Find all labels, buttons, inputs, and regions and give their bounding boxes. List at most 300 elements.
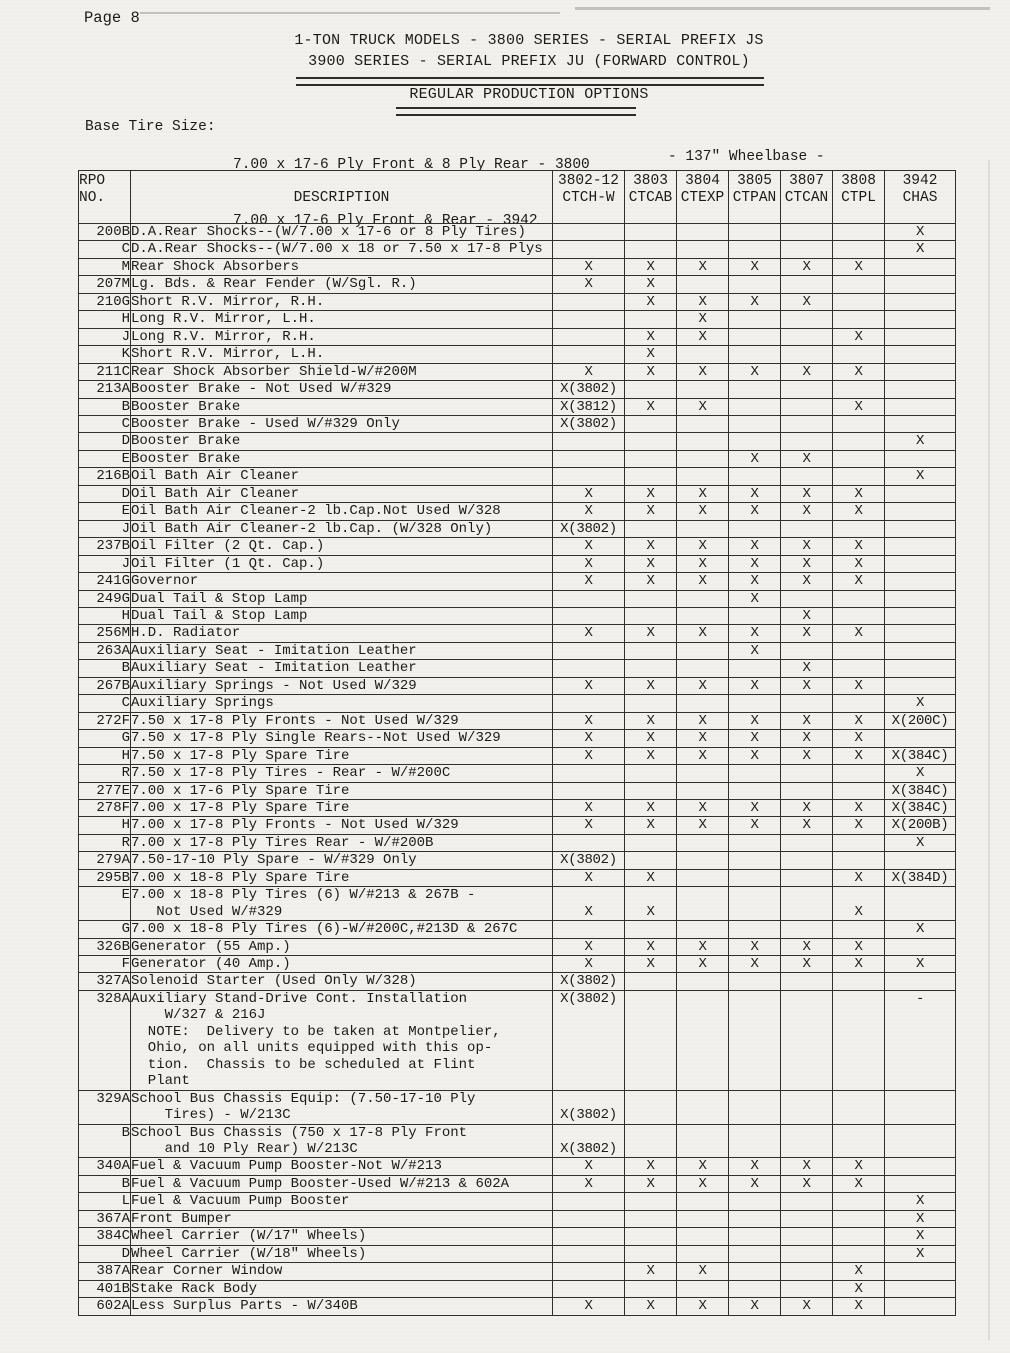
- availability-mark: [781, 1245, 833, 1262]
- availability-mark: [553, 1263, 625, 1280]
- rpo-code: 267B: [79, 677, 131, 694]
- table-row: [79, 921, 956, 938]
- rpo-code: C: [79, 241, 131, 258]
- availability-mark: [781, 433, 833, 450]
- availability-mark: X: [553, 677, 625, 694]
- availability-mark: [553, 311, 625, 328]
- availability-mark: [885, 642, 956, 659]
- availability-mark: [729, 433, 781, 450]
- availability-mark: X: [885, 1193, 956, 1210]
- table-row: [79, 538, 956, 555]
- rpo-code: E: [79, 503, 131, 520]
- option-description: 7.00 x 17-8 Ply Fronts - Not Used W/329: [131, 817, 553, 834]
- availability-mark: X: [553, 817, 625, 834]
- availability-mark: X: [885, 224, 956, 241]
- availability-mark: X: [833, 817, 885, 834]
- option-description: 7.50 x 17-8 Ply Single Rears--Not Used W/329: [131, 730, 553, 747]
- availability-mark: [677, 1245, 729, 1262]
- rpo-code: 200B: [79, 224, 131, 241]
- availability-mark: X: [729, 938, 781, 955]
- rpo-code: C: [79, 695, 131, 712]
- availability-mark: [885, 503, 956, 520]
- table-row: [79, 1158, 956, 1175]
- availability-mark: [781, 1124, 833, 1158]
- availability-mark: [885, 1175, 956, 1192]
- option-description: Fuel & Vacuum Pump Booster-Not W/#213: [131, 1158, 553, 1175]
- rpo-code: K: [79, 346, 131, 363]
- availability-mark: X: [625, 1158, 677, 1175]
- rpo-code: B: [79, 660, 131, 677]
- rpo-code: J: [79, 328, 131, 345]
- availability-mark: [885, 660, 956, 677]
- availability-mark: [781, 887, 833, 921]
- availability-mark: [781, 973, 833, 990]
- availability-mark: [625, 695, 677, 712]
- scan-artifact-line: [988, 160, 990, 1340]
- availability-mark: [677, 1228, 729, 1245]
- availability-mark: X: [625, 1175, 677, 1192]
- document-title-line2: 3900 SERIES - SERIAL PREFIX JU (FORWARD CONTROL): [308, 53, 750, 70]
- rpo-code: D: [79, 1245, 131, 1262]
- availability-mark: X: [553, 712, 625, 729]
- availability-mark: X: [833, 573, 885, 590]
- availability-mark: [729, 973, 781, 990]
- availability-mark: [677, 590, 729, 607]
- availability-mark: X: [625, 503, 677, 520]
- availability-mark: [625, 241, 677, 258]
- table-row: [79, 607, 956, 624]
- availability-mark: X: [625, 328, 677, 345]
- availability-mark: [677, 415, 729, 432]
- availability-mark: X: [781, 677, 833, 694]
- availability-mark: X: [625, 625, 677, 642]
- rpo-code: 211C: [79, 363, 131, 380]
- availability-mark: [885, 887, 956, 921]
- availability-mark: X: [833, 869, 885, 886]
- availability-mark: [677, 1280, 729, 1297]
- availability-mark: X: [833, 363, 885, 380]
- availability-mark: [553, 1245, 625, 1262]
- availability-mark: [553, 782, 625, 799]
- availability-mark: [729, 1228, 781, 1245]
- availability-mark: X: [553, 258, 625, 275]
- availability-mark: X: [677, 555, 729, 572]
- availability-mark: X: [677, 712, 729, 729]
- option-description: Dual Tail & Stop Lamp: [131, 607, 553, 624]
- availability-mark: X: [677, 363, 729, 380]
- table-row: [79, 625, 956, 642]
- availability-mark: [625, 642, 677, 659]
- option-description: Generator (55 Amp.): [131, 938, 553, 955]
- availability-mark: [781, 346, 833, 363]
- availability-mark: X: [833, 1158, 885, 1175]
- option-description: Long R.V. Mirror, R.H.: [131, 328, 553, 345]
- option-description: Fuel & Vacuum Pump Booster: [131, 1193, 553, 1210]
- option-description: Booster Brake: [131, 433, 553, 450]
- availability-mark: X: [553, 730, 625, 747]
- availability-mark: [885, 973, 956, 990]
- table-row: [79, 660, 956, 677]
- availability-mark: X: [781, 485, 833, 502]
- availability-mark: X: [781, 503, 833, 520]
- availability-mark: [885, 1298, 956, 1315]
- availability-mark: [625, 520, 677, 537]
- availability-mark: [677, 1193, 729, 1210]
- availability-mark: [781, 642, 833, 659]
- availability-mark: [729, 468, 781, 485]
- availability-mark: X: [781, 747, 833, 764]
- availability-mark: [781, 1280, 833, 1297]
- availability-mark: [677, 276, 729, 293]
- availability-mark: [885, 520, 956, 537]
- availability-mark: X: [833, 1175, 885, 1192]
- table-row: [79, 956, 956, 973]
- option-description: Booster Brake: [131, 398, 553, 415]
- availability-mark: [677, 224, 729, 241]
- table-row: [79, 834, 956, 851]
- availability-mark: X: [833, 747, 885, 764]
- availability-mark: [625, 433, 677, 450]
- model-column-header-3805: 3805 CTPAN: [729, 171, 781, 224]
- rpo-code: 401B: [79, 1280, 131, 1297]
- availability-mark: [833, 381, 885, 398]
- section-title: REGULAR PRODUCTION OPTIONS: [409, 86, 649, 103]
- availability-mark: [729, 695, 781, 712]
- option-description: Long R.V. Mirror, L.H.: [131, 311, 553, 328]
- table-row: [79, 1090, 956, 1124]
- availability-mark: [781, 921, 833, 938]
- availability-mark: [625, 782, 677, 799]
- description-header-label: DESCRIPTION: [293, 190, 390, 206]
- availability-mark: [833, 1090, 885, 1124]
- availability-mark: X: [677, 625, 729, 642]
- availability-mark: X: [885, 1245, 956, 1262]
- availability-mark: X: [625, 258, 677, 275]
- availability-mark: [553, 224, 625, 241]
- availability-mark: [625, 834, 677, 851]
- availability-mark: X: [781, 956, 833, 973]
- availability-mark: X: [553, 485, 625, 502]
- availability-mark: [677, 1090, 729, 1124]
- option-description: D.A.Rear Shocks--(W/7.00 x 17-6 or 8 Ply Tires): [131, 224, 553, 241]
- availability-mark: [833, 276, 885, 293]
- availability-mark: X: [833, 1298, 885, 1315]
- availability-mark: [677, 381, 729, 398]
- option-description: Rear Shock Absorbers: [131, 258, 553, 275]
- availability-mark: [625, 224, 677, 241]
- availability-mark: [885, 1124, 956, 1158]
- availability-mark: [729, 607, 781, 624]
- availability-mark: [833, 468, 885, 485]
- availability-mark: [625, 990, 677, 1090]
- option-description: Auxiliary Springs: [131, 695, 553, 712]
- availability-mark: X: [553, 956, 625, 973]
- scan-artifact-line: [575, 7, 990, 10]
- availability-mark: [885, 573, 956, 590]
- availability-mark: [729, 887, 781, 921]
- availability-mark: X: [781, 607, 833, 624]
- rpo-code: 249G: [79, 590, 131, 607]
- availability-mark: [885, 730, 956, 747]
- availability-mark: X: [885, 956, 956, 973]
- table-row: [79, 869, 956, 886]
- table-row: [79, 468, 956, 485]
- availability-mark: [885, 311, 956, 328]
- availability-mark: [885, 938, 956, 955]
- availability-mark: X: [677, 799, 729, 816]
- availability-mark: [885, 485, 956, 502]
- availability-mark: [781, 1193, 833, 1210]
- availability-mark: [781, 415, 833, 432]
- availability-mark: X: [729, 363, 781, 380]
- table-row: [79, 381, 956, 398]
- availability-mark: X: [625, 293, 677, 310]
- rpo-code: 256M: [79, 625, 131, 642]
- availability-mark: X: [553, 799, 625, 816]
- availability-mark: X: [781, 1298, 833, 1315]
- availability-mark: X: [833, 938, 885, 955]
- availability-mark: X(384C): [885, 747, 956, 764]
- availability-mark: [781, 695, 833, 712]
- rpo-code: 327A: [79, 973, 131, 990]
- availability-mark: [729, 1193, 781, 1210]
- table-row: [79, 258, 956, 275]
- availability-mark: [781, 869, 833, 886]
- availability-mark: X: [553, 363, 625, 380]
- availability-mark: [729, 276, 781, 293]
- availability-mark: [781, 1228, 833, 1245]
- availability-mark: [781, 1090, 833, 1124]
- availability-mark: X: [625, 730, 677, 747]
- availability-mark: X: [625, 712, 677, 729]
- availability-mark: X: [781, 660, 833, 677]
- option-description: Auxiliary Seat - Imitation Leather: [131, 642, 553, 659]
- availability-mark: X: [677, 1263, 729, 1280]
- table-row: [79, 485, 956, 502]
- rpo-code: 278F: [79, 799, 131, 816]
- availability-mark: [781, 224, 833, 241]
- availability-mark: X: [729, 677, 781, 694]
- availability-mark: [553, 450, 625, 467]
- availability-mark: X: [833, 538, 885, 555]
- table-row: [79, 1175, 956, 1192]
- availability-mark: [729, 660, 781, 677]
- availability-mark: X: [625, 799, 677, 816]
- rpo-code: M: [79, 258, 131, 275]
- availability-mark: X: [781, 938, 833, 955]
- table-row: [79, 938, 956, 955]
- table-row: [79, 415, 956, 432]
- section-title-double-underline: [396, 107, 636, 116]
- availability-mark: X: [729, 555, 781, 572]
- availability-mark: [781, 852, 833, 869]
- option-description: 7.00 x 18-8 Ply Spare Tire: [131, 869, 553, 886]
- availability-mark: X: [729, 573, 781, 590]
- base-tire-size-label: Base Tire Size:: [85, 119, 216, 135]
- availability-mark: X: [625, 1263, 677, 1280]
- availability-mark: [677, 468, 729, 485]
- rpo-code: R: [79, 765, 131, 782]
- rpo-code: 326B: [79, 938, 131, 955]
- availability-mark: X: [885, 433, 956, 450]
- availability-mark: [625, 1228, 677, 1245]
- availability-mark: [885, 363, 956, 380]
- rpo-code: R: [79, 834, 131, 851]
- availability-mark: [781, 1263, 833, 1280]
- table-row: [79, 852, 956, 869]
- availability-mark: X: [729, 1298, 781, 1315]
- option-description: School Bus Chassis Equip: (7.50-17-10 Ply Tires) - W/213C: [131, 1090, 553, 1124]
- availability-mark: [729, 782, 781, 799]
- table-row: [79, 730, 956, 747]
- availability-mark: [625, 921, 677, 938]
- availability-mark: [729, 1280, 781, 1297]
- availability-mark: X: [677, 1175, 729, 1192]
- table-row: [79, 1263, 956, 1280]
- availability-mark: X(3802): [553, 852, 625, 869]
- availability-mark: [553, 241, 625, 258]
- option-description: Oil Bath Air Cleaner-2 lb.Cap. (W/328 Only): [131, 520, 553, 537]
- availability-mark: X: [553, 1158, 625, 1175]
- availability-mark: [833, 450, 885, 467]
- availability-mark: [885, 677, 956, 694]
- model-column-header-3942: 3942 CHAS: [885, 171, 956, 224]
- option-description: Auxiliary Seat - Imitation Leather: [131, 660, 553, 677]
- availability-mark: [729, 852, 781, 869]
- availability-mark: [885, 415, 956, 432]
- availability-mark: X: [625, 573, 677, 590]
- availability-mark: [781, 765, 833, 782]
- availability-mark: [885, 293, 956, 310]
- availability-mark: X: [729, 485, 781, 502]
- availability-mark: X: [553, 747, 625, 764]
- availability-mark: [553, 921, 625, 938]
- availability-mark: X: [781, 555, 833, 572]
- rpo-code: H: [79, 747, 131, 764]
- availability-mark: X: [625, 956, 677, 973]
- table-row: [79, 328, 956, 345]
- availability-mark: X(3802): [553, 415, 625, 432]
- option-description: Rear Shock Absorber Shield-W/#200M: [131, 363, 553, 380]
- rpo-code: 216B: [79, 468, 131, 485]
- rpo-code: 207M: [79, 276, 131, 293]
- availability-mark: [625, 973, 677, 990]
- availability-mark: [885, 328, 956, 345]
- table-row: [79, 747, 956, 764]
- availability-mark: [781, 381, 833, 398]
- availability-mark: X: [677, 293, 729, 310]
- availability-mark: [833, 1193, 885, 1210]
- availability-mark: [781, 590, 833, 607]
- option-description: Wheel Carrier (W/17" Wheels): [131, 1228, 553, 1245]
- rpo-code: 263A: [79, 642, 131, 659]
- availability-mark: X: [677, 573, 729, 590]
- availability-mark: X: [833, 1263, 885, 1280]
- option-description: Booster Brake: [131, 450, 553, 467]
- table-row: [79, 712, 956, 729]
- availability-mark: X(384C): [885, 799, 956, 816]
- availability-mark: X: [677, 817, 729, 834]
- availability-mark: X: [833, 555, 885, 572]
- availability-mark: [729, 224, 781, 241]
- table-row: [79, 1210, 956, 1227]
- model-column-header-3804: 3804 CTEXP: [677, 171, 729, 224]
- table-row: [79, 973, 956, 990]
- availability-mark: X: [625, 346, 677, 363]
- availability-mark: [833, 1245, 885, 1262]
- availability-mark: [885, 555, 956, 572]
- availability-mark: X: [677, 311, 729, 328]
- rpo-options-table: [78, 170, 956, 1316]
- availability-mark: [625, 450, 677, 467]
- availability-mark: [885, 538, 956, 555]
- availability-mark: X: [677, 956, 729, 973]
- availability-mark: X: [553, 538, 625, 555]
- table-row: [79, 346, 956, 363]
- table-row: [79, 642, 956, 659]
- table-row: [79, 224, 956, 241]
- availability-mark: X: [833, 503, 885, 520]
- rpo-code: J: [79, 555, 131, 572]
- availability-mark: [677, 450, 729, 467]
- rpo-code: 329A: [79, 1090, 131, 1124]
- availability-mark: X: [729, 956, 781, 973]
- model-column-header-3802: 3802-12 CTCH-W: [553, 171, 625, 224]
- availability-mark: [833, 990, 885, 1090]
- availability-mark: X: [677, 258, 729, 275]
- table-row: [79, 433, 956, 450]
- availability-mark: X: [781, 1158, 833, 1175]
- availability-mark: X: [729, 625, 781, 642]
- availability-mark: X: [625, 817, 677, 834]
- table-row: [79, 450, 956, 467]
- availability-mark: [553, 1193, 625, 1210]
- rpo-code: D: [79, 433, 131, 450]
- availability-mark: [833, 1228, 885, 1245]
- availability-mark: [553, 433, 625, 450]
- table-body: [79, 224, 956, 1316]
- table-header-row: [79, 171, 956, 224]
- option-description: Rear Corner Window: [131, 1263, 553, 1280]
- availability-mark: [885, 625, 956, 642]
- base-tire-size-line2: 7.00 x 17-6 Ply Front & Rear - 3942: [233, 212, 538, 229]
- option-description: Fuel & Vacuum Pump Booster-Used W/#213 & 602A: [131, 1175, 553, 1192]
- table-row: [79, 817, 956, 834]
- availability-mark: [553, 695, 625, 712]
- option-description: Short R.V. Mirror, R.H.: [131, 293, 553, 310]
- availability-mark: [677, 660, 729, 677]
- option-description: Solenoid Starter (Used Only W/328): [131, 973, 553, 990]
- rpo-code: G: [79, 921, 131, 938]
- availability-mark: X: [781, 625, 833, 642]
- option-description: Oil Bath Air Cleaner: [131, 468, 553, 485]
- option-description: Booster Brake - Used W/#329 Only: [131, 415, 553, 432]
- availability-mark: X: [885, 834, 956, 851]
- table-row: [79, 520, 956, 537]
- availability-mark: X: [677, 538, 729, 555]
- availability-mark: [677, 834, 729, 851]
- table-row: [79, 1245, 956, 1262]
- availability-mark: X: [885, 921, 956, 938]
- availability-mark: X: [553, 573, 625, 590]
- availability-mark: [677, 921, 729, 938]
- rpo-code: 272F: [79, 712, 131, 729]
- availability-mark: [625, 590, 677, 607]
- availability-mark: X: [729, 258, 781, 275]
- rpo-code: 241G: [79, 573, 131, 590]
- rpo-code: 602A: [79, 1298, 131, 1315]
- availability-mark: [553, 328, 625, 345]
